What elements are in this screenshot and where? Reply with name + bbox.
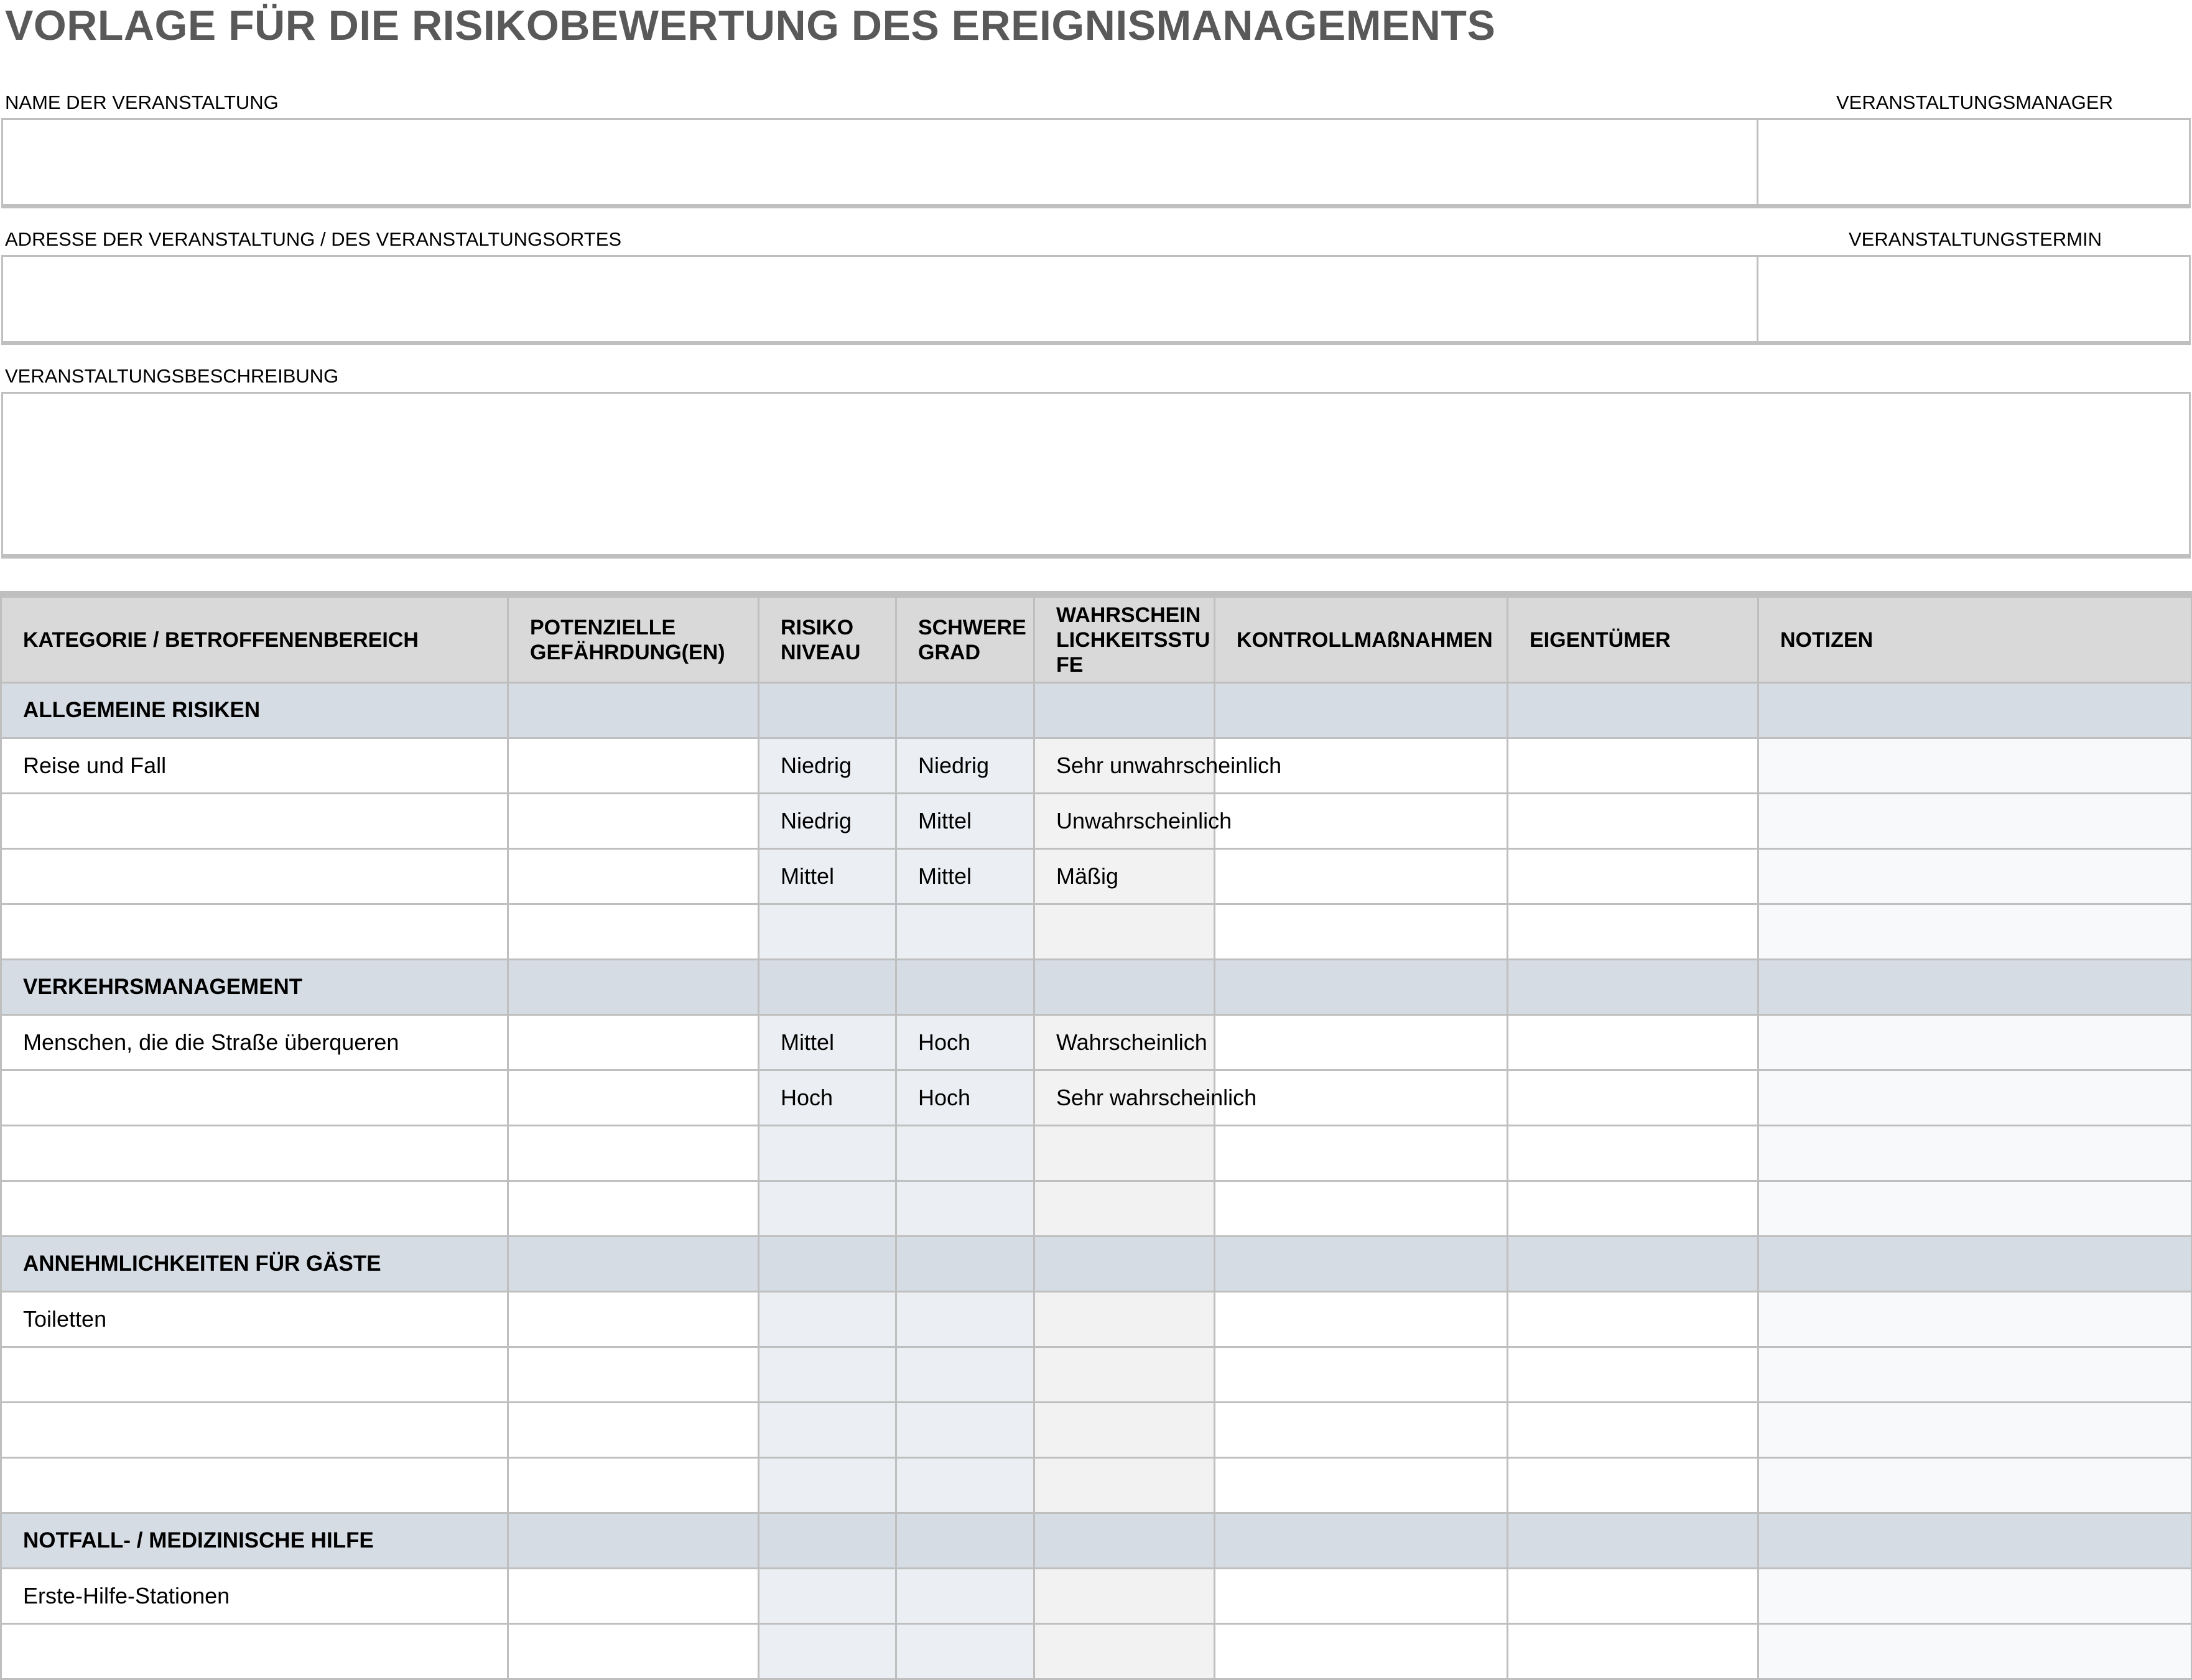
hazard-cell[interactable] [508, 1181, 759, 1237]
category-filler-cell [759, 1237, 896, 1292]
risk-level-cell[interactable] [759, 1569, 896, 1624]
likelihood-value: Unwahrscheinlich [1056, 808, 1232, 833]
risk-level-cell[interactable] [759, 1624, 896, 1679]
hazard-cell[interactable] [508, 738, 759, 794]
event-name-label: NAME DER VERANSTALTUNG [5, 91, 279, 113]
category-filler-cell [1215, 960, 1508, 1015]
notes-cell[interactable] [1758, 1403, 2192, 1458]
owner-cell[interactable] [1508, 1292, 1758, 1347]
risk-level-cell[interactable]: Hoch [759, 1070, 896, 1126]
area-cell[interactable] [1, 904, 508, 960]
notes-cell[interactable] [1758, 1458, 2192, 1513]
risk-level-cell[interactable] [759, 1181, 896, 1237]
hazard-cell[interactable] [508, 1070, 759, 1126]
category-filler-cell [1034, 1513, 1215, 1569]
risk-level-cell[interactable] [759, 1347, 896, 1403]
header-notes: NOTIZEN [1758, 597, 2192, 683]
category-filler-cell [1215, 683, 1508, 738]
category-filler-cell [1758, 960, 2192, 1015]
risk-level-cell[interactable] [759, 1126, 896, 1181]
notes-cell[interactable] [1758, 1070, 2192, 1126]
category-label: VERKEHRSMANAGEMENT [1, 960, 508, 1015]
likelihood-cell[interactable] [1034, 904, 1215, 960]
category-row [1, 683, 2192, 738]
category-filler-cell [1758, 683, 2192, 738]
likelihood-cell[interactable] [1034, 1181, 1215, 1237]
hazard-cell[interactable] [508, 1458, 759, 1513]
notes-cell[interactable] [1758, 1181, 2192, 1237]
owner-cell[interactable] [1508, 738, 1758, 794]
severity-cell[interactable] [896, 1458, 1034, 1513]
header-risk-level: RISIKO NIVEAU [759, 597, 896, 683]
risk-level-cell[interactable]: Niedrig [759, 738, 896, 794]
severity-cell[interactable]: Hoch [896, 1015, 1034, 1070]
category-filler-cell [1034, 960, 1215, 1015]
control-measures-cell[interactable] [1215, 849, 1508, 904]
category-filler-cell [1508, 1237, 1758, 1292]
category-row [1, 960, 2192, 1015]
category-filler-cell [896, 683, 1034, 738]
likelihood-cell[interactable] [1034, 1015, 1215, 1070]
notes-cell[interactable] [1758, 1624, 2192, 1679]
event-manager-label: VERANSTALTUNGSMANAGER [1836, 91, 2113, 113]
event-address-label: ADRESSE DER VERANSTALTUNG / DES VERANSTALTUNGSORTES [5, 228, 622, 250]
header-owner: EIGENTÜMER [1508, 597, 1758, 683]
hazard-cell[interactable] [508, 1347, 759, 1403]
risk-level-cell[interactable]: Niedrig [759, 794, 896, 849]
category-filler-cell [896, 1237, 1034, 1292]
owner-cell[interactable] [1508, 1070, 1758, 1126]
severity-cell[interactable] [896, 904, 1034, 960]
likelihood-cell[interactable] [1034, 1403, 1215, 1458]
category-filler-cell [896, 1513, 1034, 1569]
category-filler-cell [508, 960, 759, 1015]
severity-cell[interactable]: Hoch [896, 1070, 1034, 1126]
control-measures-cell[interactable] [1215, 1624, 1508, 1679]
area-cell[interactable]: Menschen, die die Straße überqueren [1, 1015, 508, 1070]
control-measures-cell[interactable] [1215, 1347, 1508, 1403]
control-measures-cell[interactable] [1215, 1292, 1508, 1347]
likelihood-cell[interactable] [1034, 1070, 1257, 1126]
table-row [1, 1624, 2192, 1679]
table-row [1, 794, 2192, 849]
hazard-cell[interactable] [508, 794, 759, 849]
area-cell[interactable] [1, 1458, 508, 1513]
table-row [1, 738, 2192, 794]
control-measures-cell[interactable] [1215, 1070, 1508, 1126]
hazard-cell[interactable] [508, 1015, 759, 1070]
table-row [1, 1458, 2192, 1513]
category-label: NOTFALL- / MEDIZINISCHE HILFE [1, 1513, 508, 1569]
event-description-label: VERANSTALTUNGSBESCHREIBUNG [5, 365, 339, 387]
header-category: KATEGORIE / BETROFFENENBEREICH [1, 597, 508, 683]
notes-cell[interactable] [1758, 1015, 2192, 1070]
likelihood-cell[interactable] [1034, 738, 1282, 794]
hazard-cell[interactable] [508, 1403, 759, 1458]
event-description-field[interactable] [1, 392, 2191, 559]
control-measures-cell[interactable] [1215, 1569, 1508, 1624]
owner-cell[interactable] [1508, 1569, 1758, 1624]
hazard-cell[interactable] [508, 1292, 759, 1347]
area-cell[interactable] [1, 849, 508, 904]
severity-cell[interactable] [896, 1624, 1034, 1679]
category-row [1, 1237, 2192, 1292]
table-row [1, 1569, 2192, 1624]
area-cell[interactable] [1, 1347, 508, 1403]
table-row [1, 1126, 2192, 1181]
risk-level-cell[interactable] [759, 1458, 896, 1513]
area-cell[interactable] [1, 1181, 508, 1237]
notes-cell[interactable] [1758, 849, 2192, 904]
severity-cell[interactable] [896, 1292, 1034, 1347]
category-filler-cell [508, 1237, 759, 1292]
risk-assessment-table [0, 596, 2192, 1680]
table-row [1, 849, 2192, 904]
event-address-and-date-fields[interactable] [1, 255, 2191, 345]
event-date-label: VERANSTALTUNGSTERMIN [1849, 228, 2102, 250]
severity-cell[interactable] [896, 1569, 1034, 1624]
category-filler-cell [1758, 1237, 2192, 1292]
severity-cell[interactable] [896, 1181, 1034, 1237]
table-header-row [1, 597, 2192, 683]
area-cell[interactable]: Erste-Hilfe-Stationen [1, 1569, 508, 1624]
severity-cell[interactable]: Mittel [896, 794, 1034, 849]
category-filler-cell [1215, 1237, 1508, 1292]
control-measures-cell[interactable] [1215, 1181, 1508, 1237]
hazard-cell[interactable] [508, 849, 759, 904]
table-row [1, 1070, 2192, 1126]
category-filler-cell [759, 960, 896, 1015]
severity-cell[interactable]: Niedrig [896, 738, 1034, 794]
hazard-cell[interactable] [508, 904, 759, 960]
notes-cell[interactable] [1758, 794, 2192, 849]
area-cell[interactable] [1, 794, 508, 849]
category-filler-cell [1508, 960, 1758, 1015]
owner-cell[interactable] [1508, 904, 1758, 960]
area-cell[interactable] [1, 1126, 508, 1181]
hazard-cell[interactable] [508, 1126, 759, 1181]
notes-cell[interactable] [1758, 904, 2192, 960]
page-title: VORLAGE FÜR DIE RISIKOBEWERTUNG DES EREIGNISMANAGEMENTS [5, 2, 1496, 49]
notes-cell[interactable] [1758, 738, 2192, 794]
hazard-cell[interactable] [508, 1569, 759, 1624]
area-cell[interactable] [1, 1070, 508, 1126]
likelihood-value: Sehr wahrscheinlich [1056, 1085, 1257, 1110]
owner-cell[interactable] [1508, 1624, 1758, 1679]
severity-cell[interactable] [896, 1347, 1034, 1403]
owner-cell[interactable] [1508, 1126, 1758, 1181]
table-row [1, 1347, 2192, 1403]
hazard-cell[interactable] [508, 1624, 759, 1679]
category-filler-cell [1508, 1513, 1758, 1569]
owner-cell[interactable] [1508, 849, 1758, 904]
owner-cell[interactable] [1508, 794, 1758, 849]
category-label: ANNEHMLICHKEITEN FÜR GÄSTE [1, 1237, 508, 1292]
risk-level-cell[interactable] [759, 1403, 896, 1458]
header-likelihood: WAHRSCHEIN LICHKEITSSTU FE [1034, 597, 1215, 683]
category-filler-cell [759, 1513, 896, 1569]
notes-cell[interactable] [1758, 1126, 2192, 1181]
area-cell[interactable]: Toiletten [1, 1292, 508, 1347]
notes-cell[interactable] [1758, 1292, 2192, 1347]
risk-level-cell[interactable]: Mittel [759, 1015, 896, 1070]
area-cell[interactable]: Reise und Fall [1, 738, 508, 794]
category-row [1, 1513, 2192, 1569]
likelihood-value: Wahrscheinlich [1056, 1029, 1207, 1055]
header-hazard: POTENZIELLE GEFÄHRDUNG(EN) [508, 597, 759, 683]
likelihood-cell[interactable] [1034, 1624, 1215, 1679]
header-control-measures: KONTROLLMAßNAHMEN [1215, 597, 1508, 683]
likelihood-cell[interactable] [1034, 1458, 1215, 1513]
owner-cell[interactable] [1508, 1458, 1758, 1513]
likelihood-cell[interactable] [1034, 1126, 1215, 1181]
control-measures-cell[interactable] [1215, 1126, 1508, 1181]
notes-cell[interactable] [1758, 1569, 2192, 1624]
category-label: ALLGEMEINE RISIKEN [1, 683, 508, 738]
table-row [1, 1181, 2192, 1237]
category-filler-cell [508, 1513, 759, 1569]
category-filler-cell [1215, 1513, 1508, 1569]
likelihood-cell[interactable] [1034, 1347, 1215, 1403]
likelihood-value: Sehr unwahrscheinlich [1056, 753, 1282, 778]
category-filler-cell [1034, 1237, 1215, 1292]
area-cell[interactable] [1, 1624, 508, 1679]
category-filler-cell [896, 960, 1034, 1015]
table-row [1, 1292, 2192, 1347]
control-measures-cell[interactable] [1215, 794, 1508, 849]
category-filler-cell [1508, 683, 1758, 738]
area-cell[interactable] [1, 1403, 508, 1458]
risk-level-cell[interactable] [759, 904, 896, 960]
control-measures-cell[interactable] [1215, 1015, 1508, 1070]
risk-level-cell[interactable] [759, 1292, 896, 1347]
category-filler-cell [759, 683, 896, 738]
control-measures-cell[interactable] [1215, 904, 1508, 960]
likelihood-cell[interactable] [1034, 1569, 1215, 1624]
category-filler-cell [508, 683, 759, 738]
owner-cell[interactable] [1508, 1181, 1758, 1237]
severity-cell[interactable] [896, 1126, 1034, 1181]
category-filler-cell [1758, 1513, 2192, 1569]
severity-cell[interactable] [896, 1403, 1034, 1458]
likelihood-cell[interactable] [1034, 849, 1215, 904]
likelihood-cell[interactable] [1034, 1292, 1215, 1347]
header-severity: SCHWERE GRAD [896, 597, 1034, 683]
notes-cell[interactable] [1758, 1347, 2192, 1403]
event-name-and-manager-fields[interactable] [1, 118, 2191, 208]
owner-cell[interactable] [1508, 1403, 1758, 1458]
table-row [1, 904, 2192, 960]
owner-cell[interactable] [1508, 1347, 1758, 1403]
control-measures-cell[interactable] [1215, 1458, 1508, 1513]
control-measures-cell[interactable] [1215, 1403, 1508, 1458]
risk-level-cell[interactable]: Mittel [759, 849, 896, 904]
likelihood-value: Mäßig [1056, 863, 1119, 889]
owner-cell[interactable] [1508, 1015, 1758, 1070]
severity-cell[interactable]: Mittel [896, 849, 1034, 904]
table-row [1, 1015, 2192, 1070]
category-filler-cell [1034, 683, 1215, 738]
likelihood-cell[interactable] [1034, 794, 1232, 849]
table-row [1, 1403, 2192, 1458]
